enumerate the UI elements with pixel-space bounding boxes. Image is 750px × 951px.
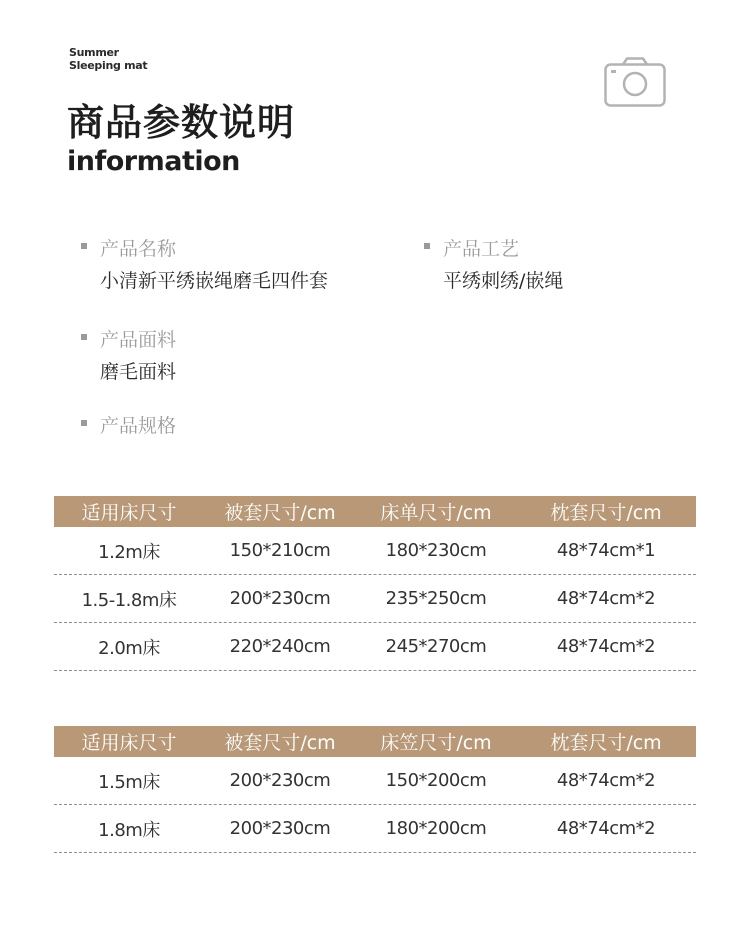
size-table-sheet <box>54 496 696 671</box>
bullet-icon <box>81 420 87 426</box>
header-cell: 床单尺寸/cm <box>380 502 492 524</box>
attr-label: 产品规格 <box>100 415 177 437</box>
header-cell: 适用床尺寸 <box>81 732 177 754</box>
table-cell: 200*230cm <box>229 588 331 609</box>
brand-line-1: Summer <box>69 46 119 59</box>
table-cell: 235*250cm <box>385 588 487 609</box>
table-cell: 48*74cm*2 <box>556 818 656 839</box>
header-cell: 被套尺寸/cm <box>224 732 336 754</box>
table-cell: 1.5-1.8m床 <box>81 589 177 611</box>
bullet-icon <box>81 334 87 340</box>
table-cell: 150*200cm <box>385 770 487 791</box>
size-table-fitted <box>54 726 696 853</box>
attr-label: 产品名称 <box>100 238 177 260</box>
header-cell: 枕套尺寸/cm <box>550 732 662 754</box>
table-cell: 48*74cm*2 <box>556 770 656 791</box>
table-cell: 150*210cm <box>229 540 331 561</box>
table-header <box>54 496 696 527</box>
table-cell: 245*270cm <box>385 636 487 657</box>
table-cell: 200*230cm <box>229 818 331 839</box>
table-row <box>54 757 696 805</box>
table-header <box>54 726 696 757</box>
header-cell: 枕套尺寸/cm <box>550 502 662 524</box>
table-cell: 180*200cm <box>385 818 487 839</box>
table-cell: 2.0m床 <box>98 637 160 659</box>
table-cell: 1.8m床 <box>98 819 160 841</box>
brand-line-2: Sleeping mat <box>69 59 148 72</box>
table-cell: 48*74cm*2 <box>556 636 656 657</box>
header-cell: 床笠尺寸/cm <box>380 732 492 754</box>
table-cell: 1.5m床 <box>98 771 160 793</box>
attr-value: 平绣刺绣/嵌绳 <box>443 270 564 292</box>
camera-icon <box>604 57 666 107</box>
attr-label: 产品面料 <box>100 329 177 351</box>
table-cell: 180*230cm <box>385 540 487 561</box>
attr-label: 产品工艺 <box>443 238 520 260</box>
bullet-icon <box>81 243 87 249</box>
header-cell: 被套尺寸/cm <box>224 502 336 524</box>
table-cell: 220*240cm <box>229 636 331 657</box>
table-cell: 1.2m床 <box>98 541 160 563</box>
header-cell: 适用床尺寸 <box>81 502 177 524</box>
attr-value: 小清新平绣嵌绳磨毛四件套 <box>100 270 329 292</box>
bullet-icon <box>424 243 430 249</box>
table-cell: 48*74cm*1 <box>556 540 656 561</box>
table-cell: 200*230cm <box>229 770 331 791</box>
table-row <box>54 575 696 623</box>
table-cell: 48*74cm*2 <box>556 588 656 609</box>
table-row <box>54 527 696 575</box>
attr-value: 磨毛面料 <box>100 361 177 383</box>
brand-logo <box>69 46 147 72</box>
table-row <box>54 623 696 671</box>
table-row <box>54 805 696 853</box>
page-subtitle: information <box>67 146 240 177</box>
page-title: 商品参数说明 <box>67 101 295 144</box>
